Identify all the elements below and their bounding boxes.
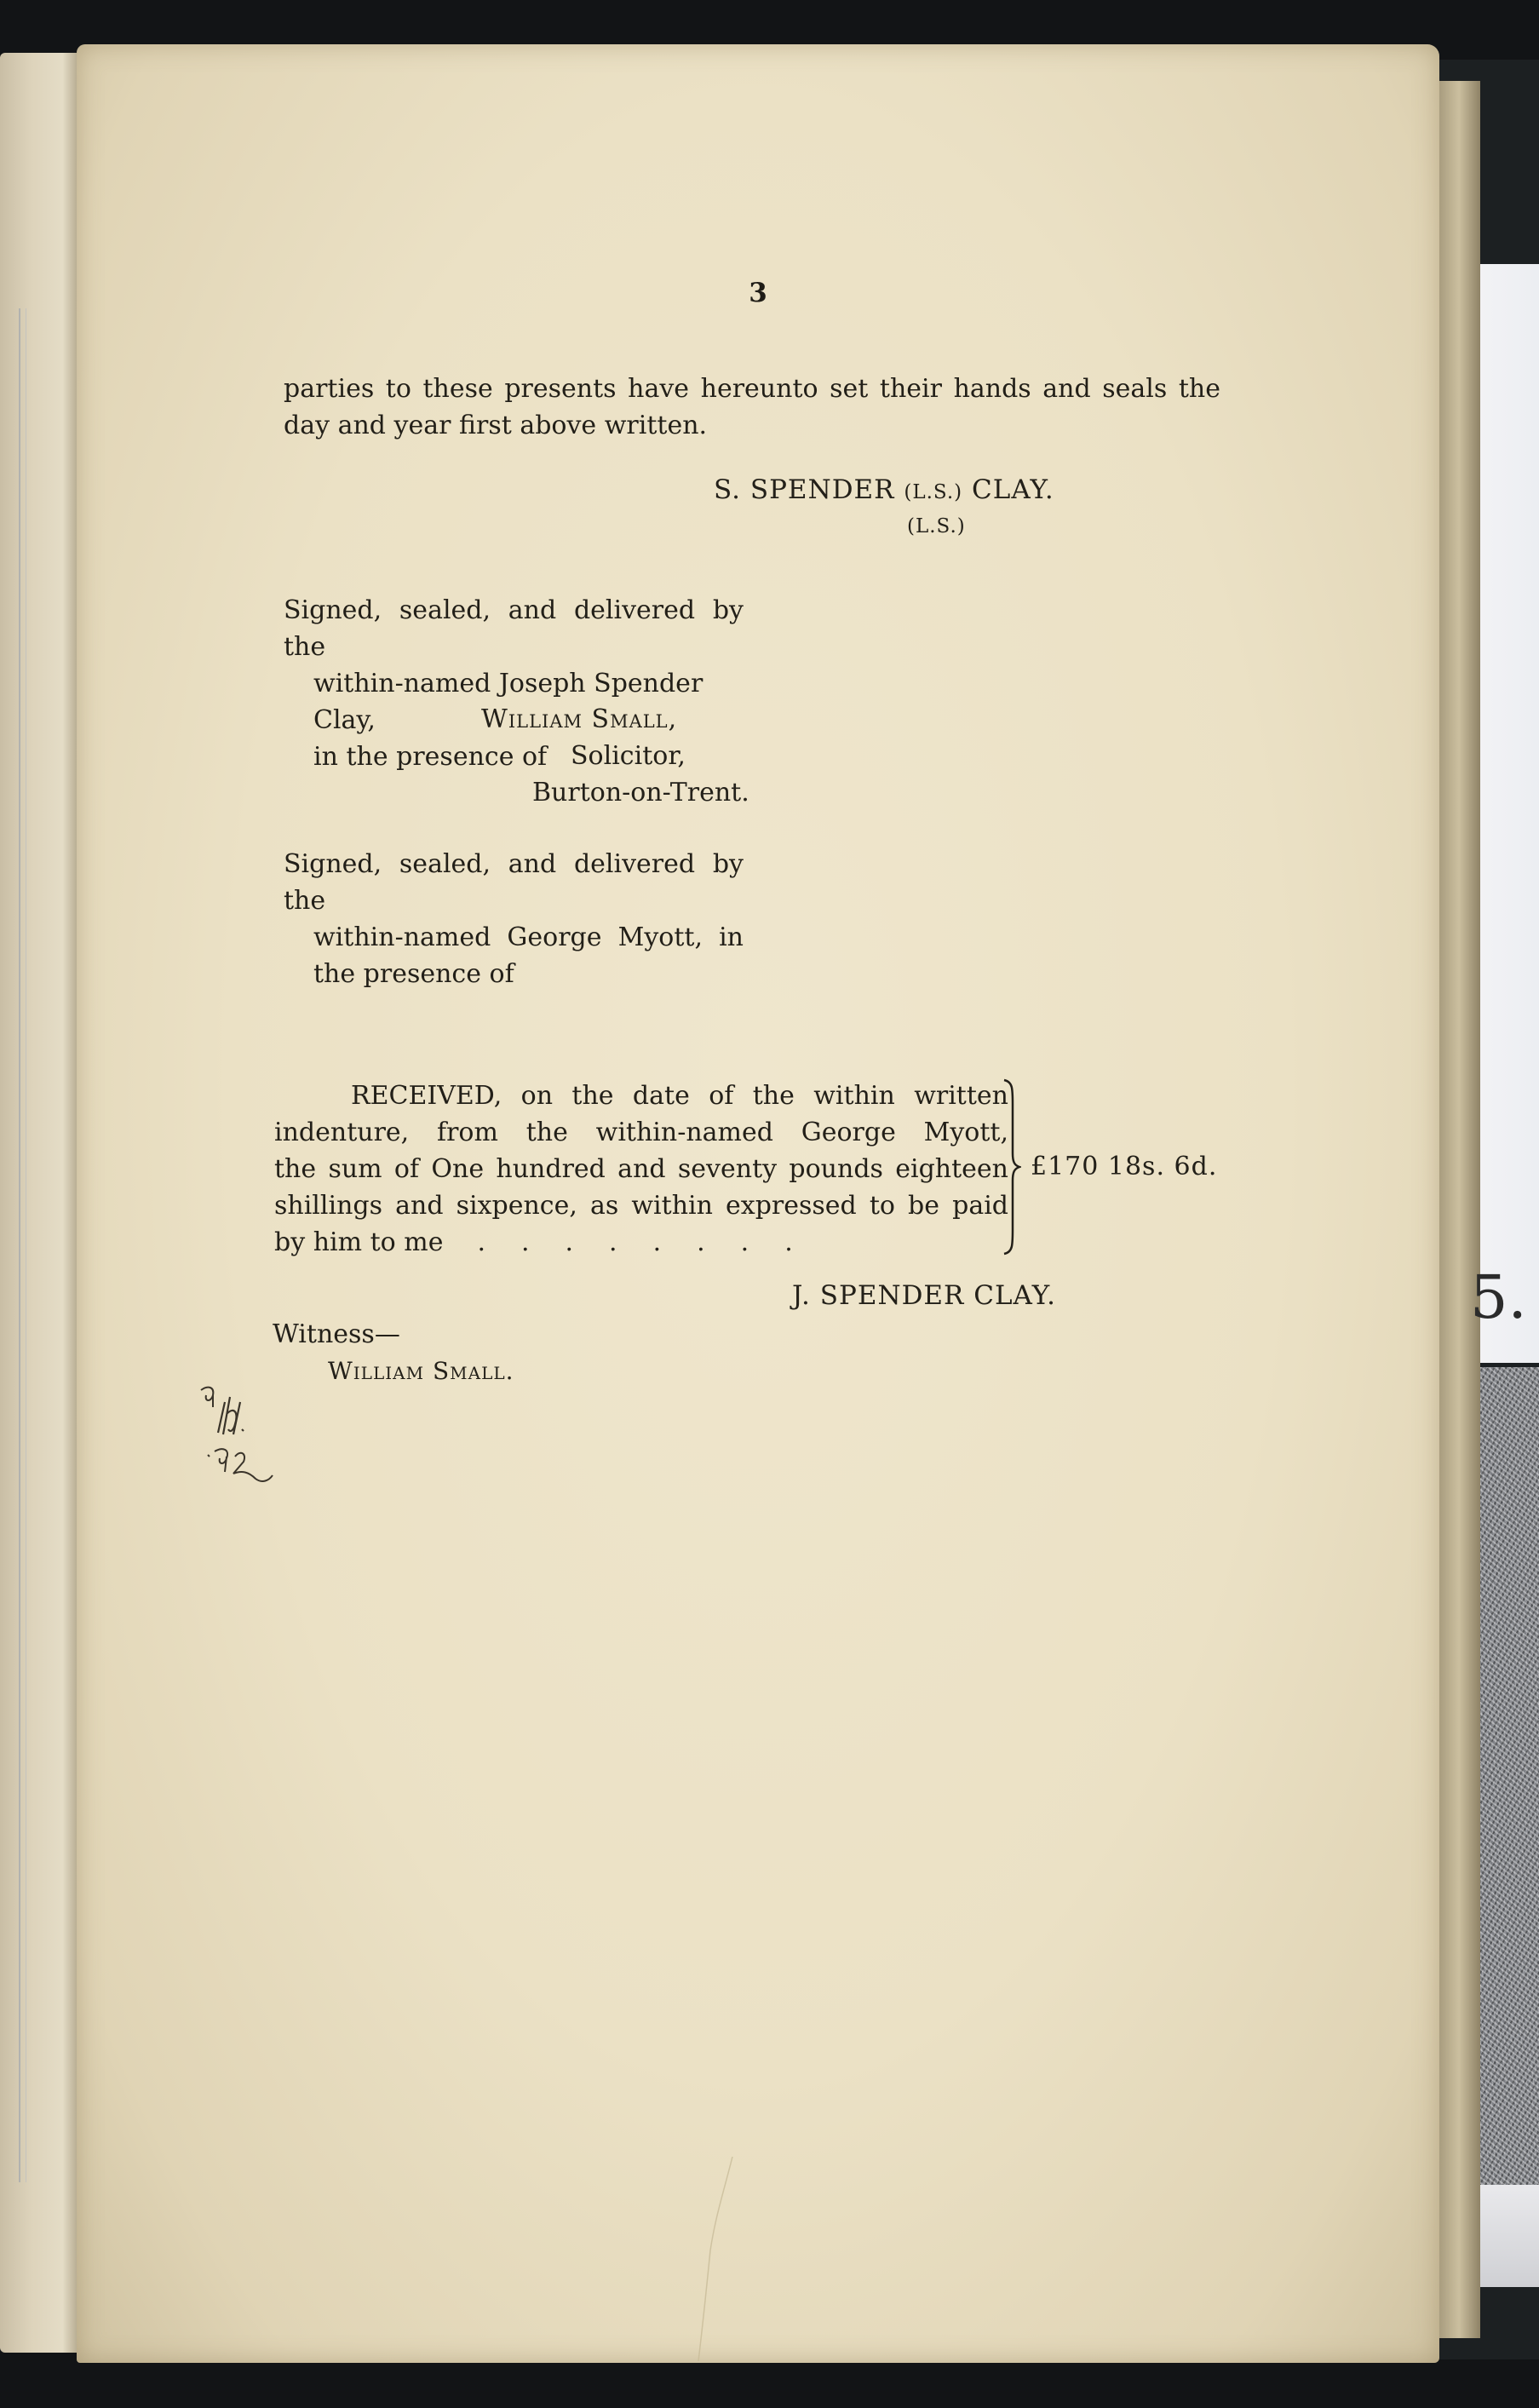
witness-role-1: Solicitor,: [571, 741, 686, 771]
signature-j-spender-clay: J. SPENDER CLAY.: [792, 1280, 1057, 1311]
document-page: [77, 44, 1439, 2363]
signature-name-part-2: CLAY.: [972, 474, 1054, 505]
opening-clause: [284, 371, 1220, 444]
signature-spender-clay: [714, 474, 1054, 505]
opening-line-1: parties to these presents have hereunto set their hands and seals the: [284, 374, 1220, 404]
seal-mark-second: (L.S.): [907, 515, 966, 537]
receipt-line-1: RECEIVED, on the date of the within written: [351, 1081, 1008, 1111]
witness-clause-2-line-1: Signed, sealed, and delivered by the: [284, 849, 744, 916]
signature-name-part-1: S. SPENDER: [714, 474, 895, 505]
receipt-line-4: shillings and sixpence, as within expressed to be paid: [274, 1191, 1008, 1221]
receipt-clause: [274, 1078, 1008, 1261]
seal-mark: (L.S.): [904, 481, 963, 503]
receipt-brace: [1001, 1078, 1021, 1256]
witness-clause-1-line-1: Signed, sealed, and delivered by the: [284, 595, 744, 662]
receipt-leader-dots: ........: [477, 1227, 829, 1257]
handwritten-annotation: [196, 1373, 324, 1501]
receipt-line-5-text: by him to me: [274, 1227, 444, 1257]
witness-name-1: William Small,: [481, 704, 678, 734]
receipt-line-5: [274, 1224, 1008, 1261]
receipt-line-2: indenture, from the within-named George Myott,: [274, 1118, 1008, 1147]
witness-clause-2-line-3: the presence of: [313, 959, 514, 989]
witness-clause-2: [284, 846, 744, 992]
witness-place-1: Burton-on-Trent.: [532, 778, 749, 807]
opening-line-2: day and year first above written.: [284, 411, 708, 440]
right-page-edge: [1438, 81, 1480, 2338]
witness-name-2: William Small.: [328, 1357, 514, 1385]
witness-clause-1-line-2: within-named Joseph Spender Clay,: [313, 669, 703, 735]
left-facing-page-edge: [0, 53, 78, 2353]
witness-clause-1-line-3: in the presence of: [313, 742, 548, 772]
paper-crease: [673, 2157, 741, 2361]
receipt-line-3: the sum of One hundred and seventy pounds eighteen: [274, 1154, 1008, 1184]
page-number: 3: [749, 278, 767, 308]
left-page-rule: [19, 308, 26, 2182]
witness-label: Witness—: [273, 1319, 400, 1349]
margin-pencil-mark: 5.: [1470, 1262, 1527, 1332]
witness-clause-2-line-2: within-named George Myott, in: [313, 922, 744, 952]
receipt-amount: £170 18s. 6d.: [1031, 1152, 1218, 1181]
